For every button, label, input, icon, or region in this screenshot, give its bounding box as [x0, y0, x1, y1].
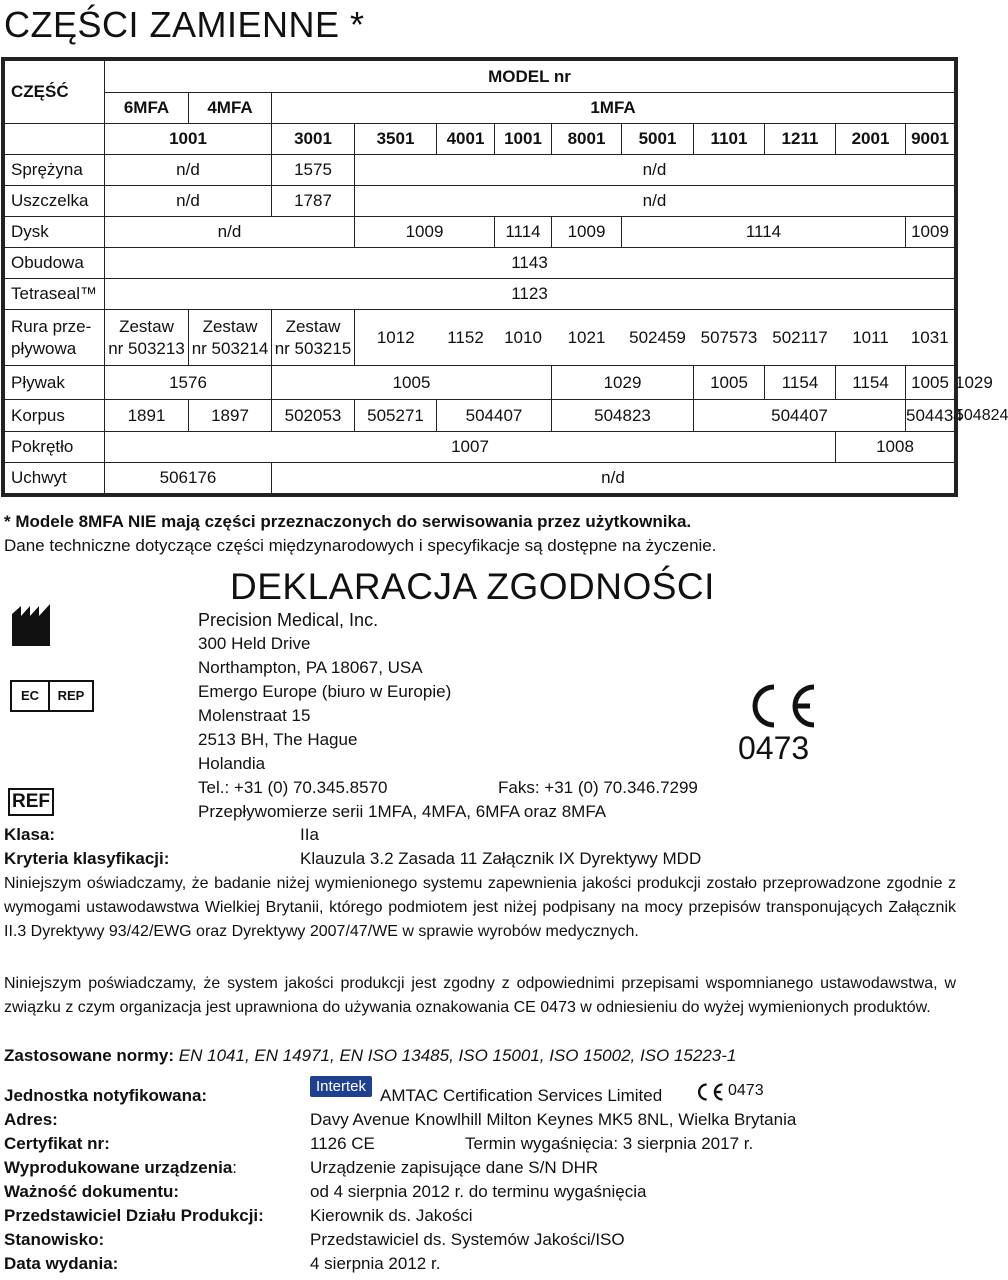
model-number: 8001: [552, 124, 622, 155]
ce-number-small: 0473: [728, 1082, 764, 1099]
normy-row: [4, 1046, 736, 1066]
page-title: CZĘŚCI ZAMIENNE *: [4, 4, 365, 45]
cell: 1005: [272, 366, 552, 400]
intertek-logo: Intertek: [310, 1076, 372, 1097]
telephone: Tel.: +31 (0) 70.345.8570: [198, 778, 388, 797]
normy-value: EN 1041, EN 14971, EN ISO 13485, ISO 15001, ISO 15002, ISO 15223-1: [178, 1046, 737, 1065]
cell: 1029: [552, 366, 694, 400]
ref-label: REF: [8, 788, 54, 816]
wyprod-label-row: [4, 1158, 237, 1178]
klasa-label: Klasa:: [4, 825, 56, 844]
wyprod-value: Urządzenie zapisujące dane S/N DHR: [310, 1158, 599, 1177]
stanowisko-label: Stanowisko:: [4, 1230, 105, 1249]
model-6mfa: 6MFA: [105, 93, 189, 124]
declaration-title: DEKLARACJA ZGODNOŚCI: [230, 566, 715, 607]
adres-label: Adres:: [4, 1110, 58, 1129]
waznosc-value: od 4 sierpnia 2012 r. do terminu wygaśnięcia: [310, 1182, 647, 1201]
wyprod-colon: :: [232, 1158, 238, 1177]
cell: 1154: [765, 366, 836, 400]
cell: n/d: [105, 155, 272, 186]
row-label: [5, 310, 105, 366]
address-line: 2513 BH, The Hague: [198, 730, 358, 749]
cell: 1005: [694, 366, 765, 400]
kit-label: Zestaw: [119, 316, 174, 336]
przedst-label: Przedstawiciel Działu Produkcji:: [4, 1206, 264, 1225]
spare-parts-table: CZĘŚĆ MODEL nr 6MFA 4MFA 1MFA 1001 3001 3501 4001 1001 8001 5001 1101 1211 2001 9001 Sprężyna n/d 1575 n/d Uszczelka n/d 1787 n/d Dysk n/d 1009 1114 1009 1114 1009 Obudowa 1143 Tetraseal™ 1123 Rura prze- pływowa Zestaw nr 503213 Zestaw nr 503214 Zestaw nr 503215 1012 1152 1010 1021 502459 507573 502117 1011 1031 Pływak 1576 1005 1029 1005 1154 1154 1005 1029 Korpus 1891 1897 502053 505271 504407 504823 504407 504434 504824 Pokrętło 1007 1008 Uchwyt 506176 n/d: [4, 60, 955, 494]
cell: 504823: [552, 400, 694, 432]
model-header: MODEL nr: [105, 61, 955, 93]
declaration-paragraph: Niniejszym oświadczamy, że badanie niżej wymienionego systemu zapewnienia jakości produkcji zostało przeprowadzone zgodnie z wymogami ustawodawstwa Wielkiej Brytanii, którego podmiotem jest niżej podpisany na mocy przepisów transponujących Załącznik II.3 Dyrektywy 93/42/EWG oraz Dyrektywy 2007/47/WE w sprawie wyrobów medycznych.: [4, 875, 956, 940]
corner-empty: [5, 124, 105, 155]
cell: 1021: [552, 310, 622, 366]
row-label: Uszczelka: [5, 186, 105, 217]
row-label: Uchwyt: [5, 463, 105, 494]
fax: Faks: +31 (0) 70.346.7299: [498, 778, 698, 797]
cell: 1012: [355, 310, 437, 366]
normy-label: Zastosowane normy:: [4, 1046, 175, 1065]
row-label: Korpus: [5, 400, 105, 432]
cert-value: 1126 CE: [310, 1134, 375, 1153]
row-label: Obudowa: [5, 248, 105, 279]
kit-number: nr 503214: [191, 338, 269, 358]
model-number: 5001: [622, 124, 694, 155]
row-label: Pokrętło: [5, 432, 105, 463]
cell: 1143: [105, 248, 955, 279]
kit-number: nr 503215: [274, 338, 352, 358]
cell: 1787: [272, 186, 355, 217]
cell: 1576: [105, 366, 272, 400]
address-line: Emergo Europe (biuro w Europie): [198, 682, 452, 701]
ec-label: EC: [10, 680, 50, 712]
declaration-paragraph: Niniejszym poświadczamy, że system jakości produkcji jest zgodny z odpowiednimi przepisami wspomnianego ustawodawstwa, w związku z czym organizacja jest uprawniona do używania oznakowania CE 0473 w odniesieniu do wyżej wymienionych produktów.: [4, 975, 956, 1016]
address-line: Holandia: [198, 754, 266, 773]
cell: 502053: [272, 400, 355, 432]
cell: n/d: [272, 463, 955, 494]
footnote-specs: Dane techniczne dotyczące części międzynarodowych i specyfikacje są dostępne na życzenie.: [4, 536, 717, 555]
cert-label: Certyfikat nr:: [4, 1134, 110, 1153]
cell: 507573: [694, 310, 765, 366]
row-label: Sprężyna: [5, 155, 105, 186]
cell: n/d: [355, 186, 955, 217]
address-line: Northampton, PA 18067, USA: [198, 658, 423, 677]
cell: 1009: [906, 217, 955, 248]
cell: 502459: [622, 310, 694, 366]
cell: 505271: [355, 400, 437, 432]
cell: n/d: [105, 186, 272, 217]
cell: 506176: [105, 463, 272, 494]
cell: [189, 310, 272, 366]
cell: 1008: [836, 432, 955, 463]
kryteria-label: Kryteria klasyfikacji:: [4, 849, 170, 868]
kit-label: Zestaw: [285, 316, 341, 336]
cell: 1031: [906, 310, 955, 366]
product-name: Przepływomierze serii 1MFA, 4MFA, 6MFA oraz 8MFA: [198, 802, 607, 821]
kryteria-value: Klauzula 3.2 Zasada 11 Załącznik IX Dyrektywy MDD: [300, 849, 702, 868]
przedst-value: Kierownik ds. Jakości: [310, 1206, 473, 1225]
cell: [105, 310, 189, 366]
cell: 1011: [836, 310, 906, 366]
stanowisko-value: Przedstawiciel ds. Systemów Jakości/ISO: [310, 1230, 625, 1249]
footnote-models: * Modele 8MFA NIE mają części przeznaczonych do serwisowania przez użytkownika.: [4, 512, 692, 531]
model-number: 2001: [836, 124, 906, 155]
part-header: CZĘŚĆ: [5, 61, 105, 124]
cell: n/d: [105, 217, 355, 248]
cert-expiry: Termin wygaśnięcia: 3 sierpnia 2017 r.: [465, 1134, 754, 1153]
cell: 1152: [437, 310, 495, 366]
cell: [272, 310, 355, 366]
cell: 1007: [105, 432, 836, 463]
jednostka-value: AMTAC Certification Services Limited: [380, 1086, 663, 1105]
model-number: 1211: [765, 124, 836, 155]
address-line: 300 Held Drive: [198, 634, 311, 653]
address-line: Precision Medical, Inc.: [198, 610, 379, 630]
data-value: 4 sierpnia 2012 r.: [310, 1254, 441, 1273]
row-label: Pływak: [5, 366, 105, 400]
cell: 1575: [272, 155, 355, 186]
cell: 1891: [105, 400, 189, 432]
row-label: Tetraseal™: [5, 279, 105, 310]
cell: 1154: [836, 366, 906, 400]
data-label: Data wydania:: [4, 1254, 119, 1273]
model-number: 9001: [906, 124, 955, 155]
cell: 504407: [694, 400, 906, 432]
kit-label: Zestaw: [202, 316, 258, 336]
ce-number: 0473: [738, 730, 810, 766]
cell: 1123: [105, 279, 955, 310]
model-number: 3501: [355, 124, 437, 155]
row-label: Dysk: [5, 217, 105, 248]
kit-number: nr 503213: [108, 338, 185, 358]
model-1mfa: 1MFA: [272, 93, 955, 124]
cell: 1114: [495, 217, 552, 248]
adres-value: Davy Avenue Knowlhill Milton Keynes MK5 8NL, Wielka Brytania: [310, 1110, 797, 1129]
row-label-line: pływowa: [11, 338, 77, 358]
waznosc-label: Ważność dokumentu:: [4, 1182, 180, 1201]
cell: 1114: [622, 217, 906, 248]
ref-icon: [8, 788, 54, 816]
model-number: 1001: [495, 124, 552, 155]
jednostka-label: Jednostka notyfikowana:: [4, 1086, 208, 1105]
model-4mfa: 4MFA: [189, 93, 272, 124]
cell: 1897: [189, 400, 272, 432]
ce-mark-small-icon: [694, 1082, 724, 1107]
model-number: 3001: [272, 124, 355, 155]
cell: n/d: [355, 155, 955, 186]
klasa-value: IIa: [300, 825, 319, 844]
ce-mark-icon: [742, 682, 818, 735]
row-label-line: Rura prze-: [11, 316, 92, 336]
cell: 1010: [495, 310, 552, 366]
manufacturer-icon: [10, 600, 52, 653]
cell: 1005: [906, 366, 955, 400]
cell: 1009: [355, 217, 495, 248]
model-number: 1101: [694, 124, 765, 155]
cell: 1009: [552, 217, 622, 248]
ec-rep-icon: [10, 680, 94, 712]
address-line: Molenstraat 15: [198, 706, 311, 725]
cell: 504407: [437, 400, 552, 432]
rep-label: REP: [50, 680, 94, 712]
model-number: 4001: [437, 124, 495, 155]
cell: 502117: [765, 310, 836, 366]
wyprod-label: Wyprodukowane urządzenia: [4, 1158, 233, 1177]
cell: 504434: [906, 400, 955, 432]
model-number: 1001: [105, 124, 272, 155]
